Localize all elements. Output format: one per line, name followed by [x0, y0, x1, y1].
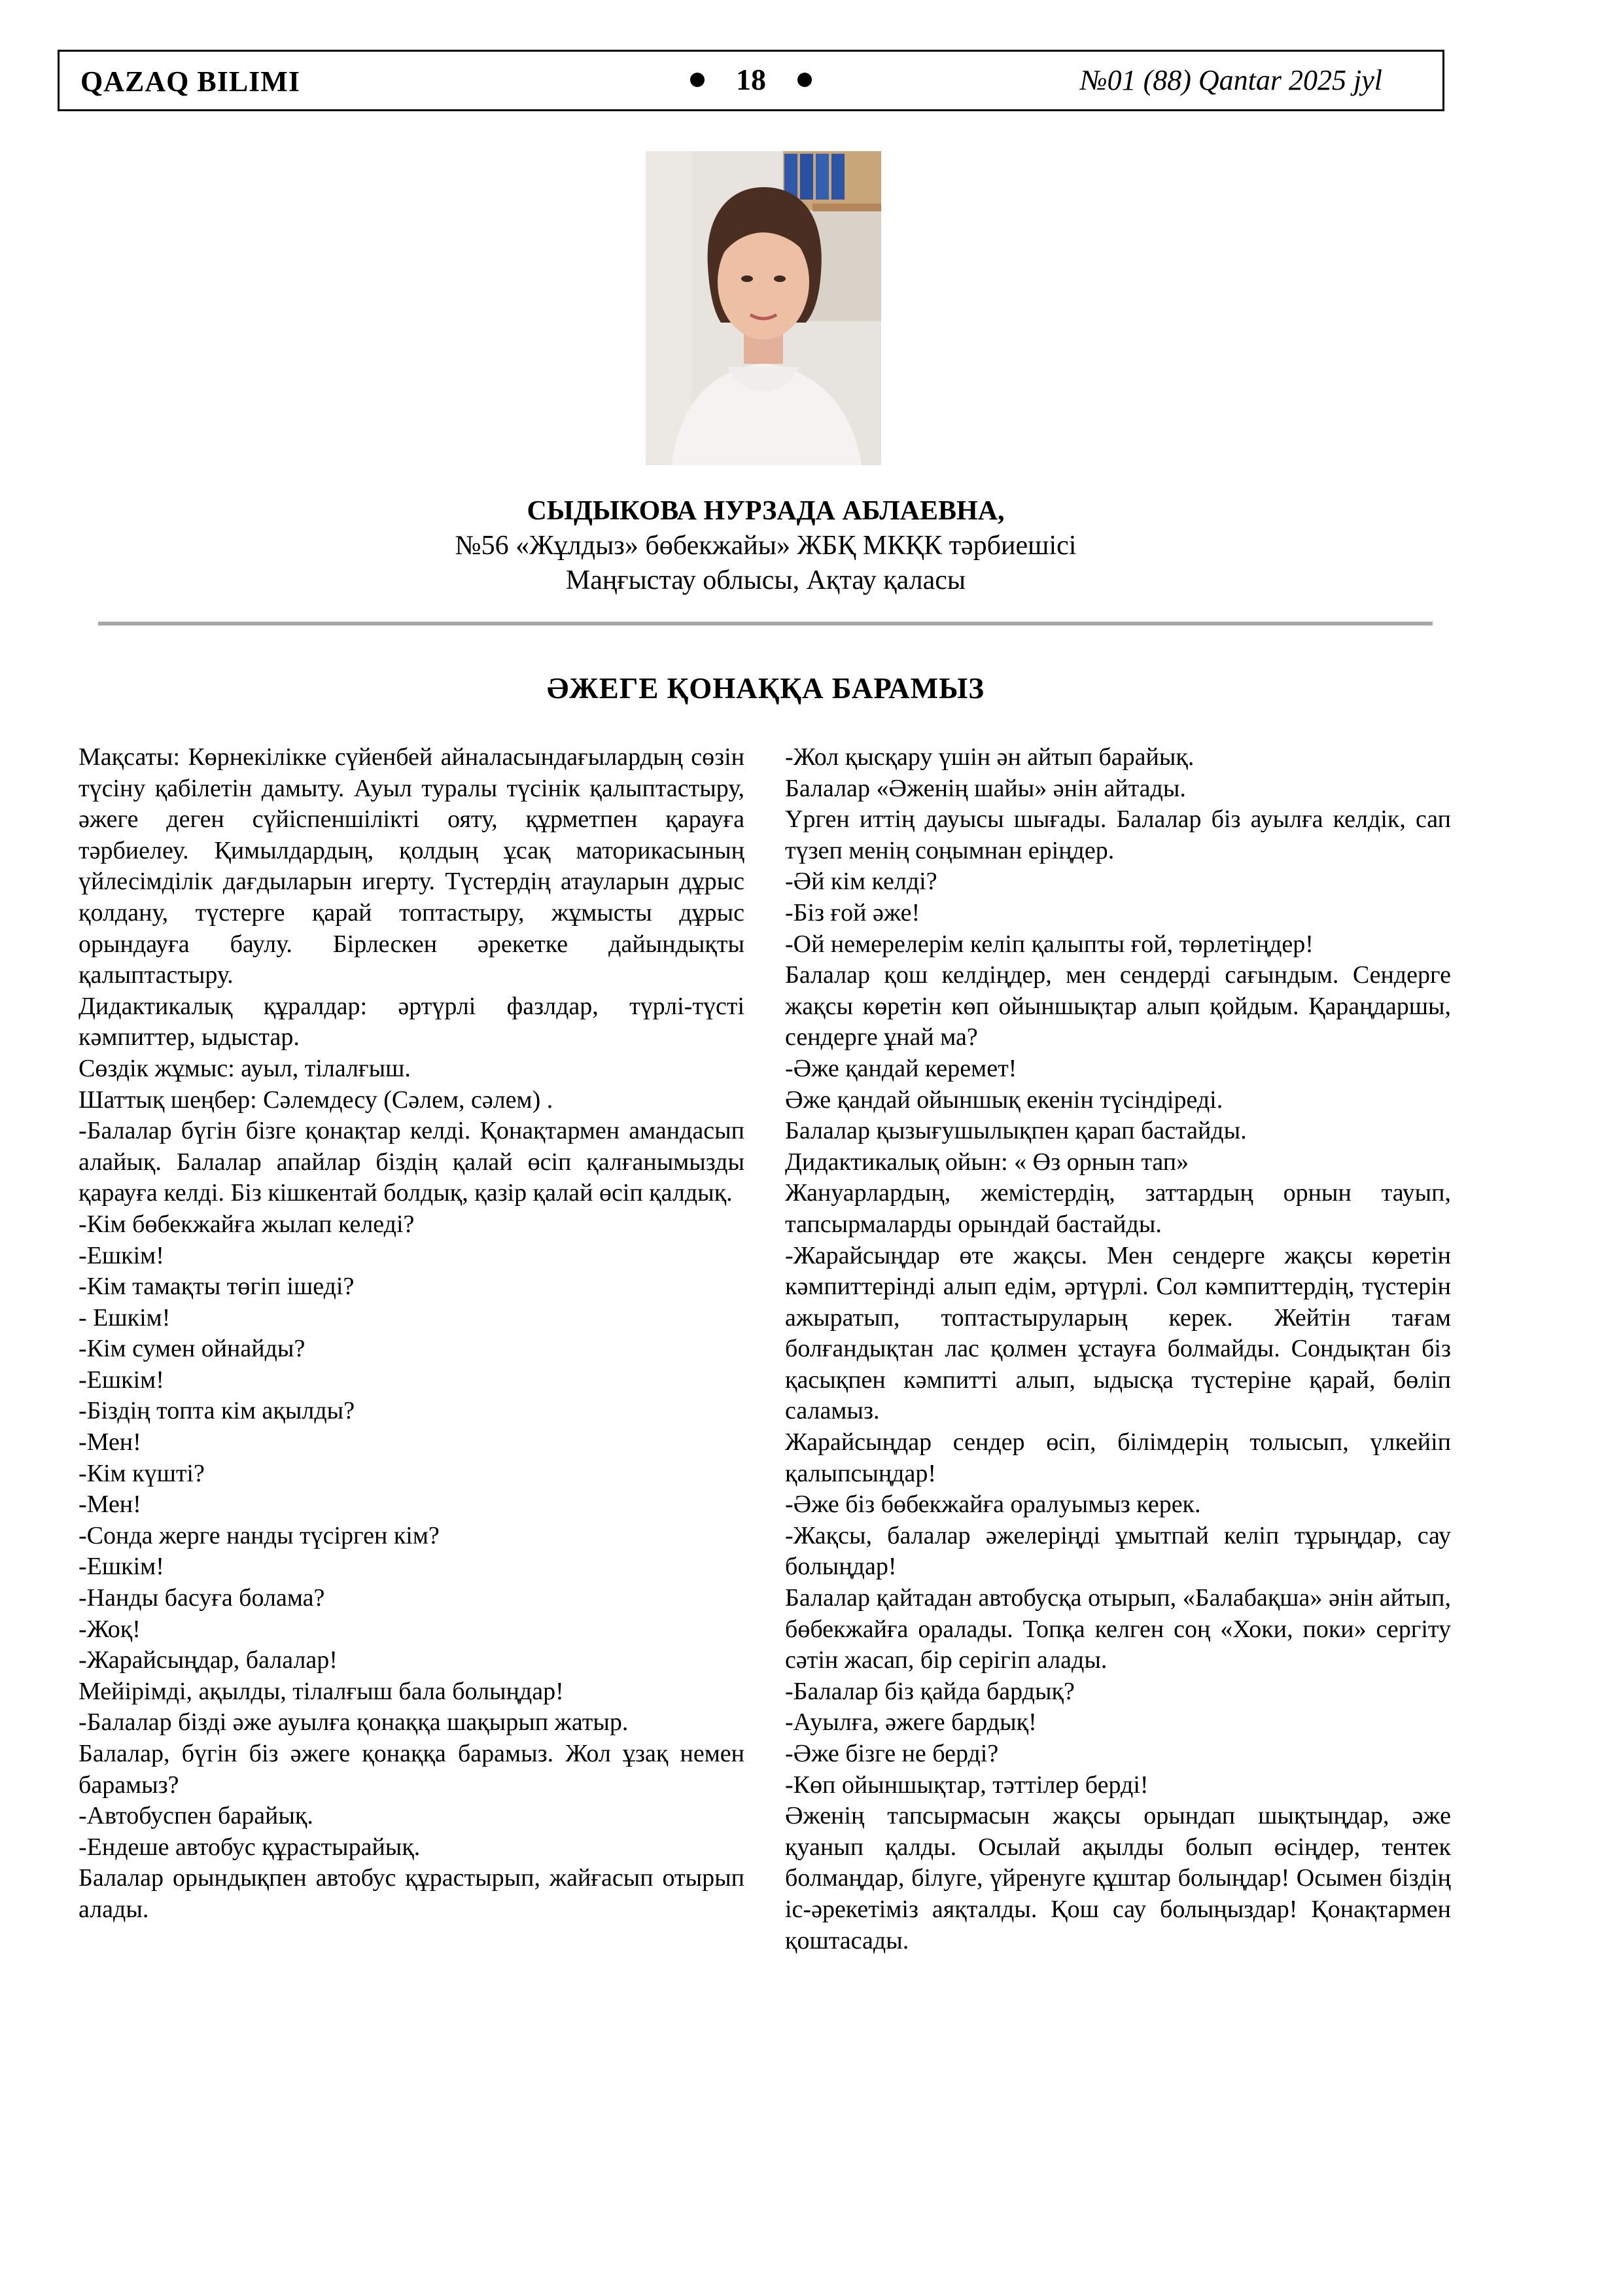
paragraph: -Сонда жерге нанды түсірген кім?: [79, 1521, 440, 1549]
paragraph: Балалар қош келдіңдер, мен сендерді сағындым. Сендерге жақсы көретін көп ойыншықтар алып қойдым. Қараңдаршы, сендерге ұнай ма?: [785, 961, 1451, 1051]
paragraph: Үрген иттің дауысы шығады. Балалар біз ауылға келдік, сап түзеп менің соңымнан еріңдер.: [785, 805, 1451, 864]
author-block: [0, 494, 1531, 598]
paragraph: -Ауылға, әжеге бардық!: [785, 1708, 1037, 1737]
paragraph: -Біздің топта кім ақылды?: [79, 1397, 355, 1425]
paragraph: -Жол қысқару үшін ән айтып барайық.: [785, 743, 1195, 771]
paragraph: -Біз ғой әже!: [785, 898, 920, 927]
paragraph: -Кім тамақты төгіп ішеді?: [79, 1273, 355, 1301]
paragraph: Жарайсыңдар сендер өсіп, білімдерің толысып, үлкейіп қалыпсыңдар!: [785, 1428, 1451, 1487]
paragraph: Балалар, бүгін біз әжеге қонаққа барамыз. Жол ұзақ немен барамыз?: [79, 1740, 744, 1799]
bullet-icon: [797, 73, 812, 87]
paragraph: -Жарайсыңдар өте жақсы. Мен сендерге жақсы көретін кәмпиттерінді алып едім, әртүрлі. Сол кәмпиттердің, түстерін ажыратып, топтастыруларың керек. Жейтін тағам болғандықтан лас қолмен ұстауға болмайды. Сондықтан біз қасықпен кәмпитті алып, ыдысқа түстеріне қарай, бөліп саламыз.: [785, 1241, 1451, 1425]
paragraph: Жануарлардың, жемістердің, заттардың орнын тауып, тапсырмаларды орындай бастайды.: [785, 1179, 1451, 1238]
paragraph: Дидактикалық құралдар: әртүрлі фазлдар, түрлі-түсті кәмпиттер, ыдыстар.: [79, 992, 744, 1051]
author-position: №56 «Жұлдыз» бөбекжайы» ЖБҚ МКҚК тәрбиешісі: [455, 531, 1077, 561]
issue-info: №01 (88) Qantar 2025 jyl: [1080, 64, 1382, 96]
divider: [98, 622, 1433, 626]
article-title: ӘЖЕГЕ ҚОНАҚҚА БАРАМЫЗ: [546, 672, 985, 705]
paragraph: -Автобуспен барайық.: [79, 1802, 313, 1830]
paragraph: Мейірімді, ақылды, тілалғыш бала болыңдар!: [79, 1677, 564, 1705]
paragraph: - Ешкім!: [79, 1303, 171, 1332]
page-header: [58, 50, 1444, 111]
paragraph: -Ешкім!: [79, 1366, 164, 1394]
paragraph: Сөздік жұмыс: ауыл, тілалғыш.: [79, 1054, 411, 1082]
paragraph: -Жақсы, балалар әжелеріңді ұмытпай келіп тұрыңдар, сау болыңдар!: [785, 1521, 1451, 1581]
paragraph: -Әже бізге не берді?: [785, 1740, 999, 1767]
paragraph: -Көп ойыншықтар, тәттілер берді!: [785, 1771, 1149, 1799]
paragraph: -Әже біз бөбекжайға оралуымыз керек.: [785, 1491, 1201, 1519]
author-photo: [646, 151, 881, 465]
paragraph: Мақсаты: Көрнекілікке сүйенбей айналасындағылардың сөзін түсіну қабілетін дамыту. Ауыл туралы түсінік қалыптастыру, әжеге деген сүйіспеншілікті ояту, құрметпен қарауға тәрбиелеу. Қимылдардың, қолдың ұсақ маторикасының үйлесімділік дағдыларын игерту. Түстердің атауларын дұрыс қолдану, түстерге қарай топтастыру, жұмысты дұрыс орындауға баулу. Бірлескен әрекетке дайындықты қалыптастыру.: [79, 743, 744, 989]
paragraph: Әже қандай ойыншық екенін түсіндіреді.: [785, 1086, 1223, 1114]
author-name: СЫДЫКОВА НУРЗАДА АБЛАЕВНА,: [527, 496, 1005, 526]
paragraph: -Кім күшті?: [79, 1459, 205, 1487]
paragraph: -Ой немерелерім келіп қалыпты ғой, төрлетіңдер!: [785, 930, 1314, 958]
paragraph: -Балалар бүгін бізге қонақтар келді. Қонақтармен амандасып алайық. Балалар апайлар біздің қалай өсіп қалғанымызды қарауға келді. Біз кішкентай болдық, қазір қалай өсіп қалдық.: [79, 1117, 744, 1207]
paragraph: -Ендеше автобус құрастырайық.: [79, 1833, 421, 1861]
article-column-left: [79, 742, 744, 1926]
paragraph: Балалар «Әженің шайы» әнін айтады.: [785, 774, 1186, 802]
article-column-right: [785, 742, 1451, 1956]
paragraph: -Кім бөбекжайға жылап келеді?: [79, 1210, 415, 1238]
journal-name: QAZAQ BILIMI: [80, 65, 300, 97]
paragraph: Әженің тапсырмасын жақсы орындап шықтыңдар, әже қуанып қалды. Осылай ақылды болып өсіңдер, тентек болмаңдар, білуге, үйренуге құштар болыңдар! Осымен біздің іс-әрекетіміз аяқталды. Қош сау болыңыздар! Қонақтармен қоштасады.: [785, 1802, 1451, 1954]
paragraph: -Нанды басуға болама?: [79, 1584, 325, 1612]
paragraph: -Балалар бізді әже ауылға қонаққа шақырып жатыр.: [79, 1708, 629, 1737]
paragraph: -Ешкім!: [79, 1553, 164, 1581]
paragraph: Шаттық шеңбер: Сәлемдесу (Сәлем, сәлем) .: [79, 1086, 553, 1114]
paragraph: -Мен!: [79, 1491, 141, 1519]
author-location: Маңғыстау облысы, Ақтау қаласы: [565, 565, 966, 595]
paragraph: -Мен!: [79, 1428, 141, 1457]
paragraph: -Кім сумен ойнайды?: [79, 1335, 305, 1363]
paragraph: -Жарайсыңдар, балалар!: [79, 1646, 338, 1674]
page-number-text: 18: [736, 63, 766, 96]
paragraph: -Жоқ!: [79, 1615, 141, 1643]
paragraph: Балалар орындықпен автобус құрастырып, жайғасып отырып алады.: [79, 1864, 744, 1923]
paragraph: Дидактикалық ойын: « Өз орнын тап»: [785, 1148, 1189, 1176]
bullet-icon: [690, 73, 705, 87]
paragraph: -Әй кім келді?: [785, 868, 937, 896]
paragraph: Балалар қызығушылықпен қарап бастайды.: [785, 1117, 1247, 1145]
paragraph: Балалар қайтадан автобусқа отырып, «Балабақша» әнін айтып, бөбекжайға оралады. Топқа келген соң «Хоки, поки» сергіту сәтін жасап, бір серігіп алады.: [785, 1584, 1451, 1674]
paragraph: -Ешкім!: [79, 1241, 164, 1269]
paragraph: -Әже қандай керемет!: [785, 1054, 1017, 1082]
paragraph: -Балалар біз қайда бардық?: [785, 1677, 1075, 1705]
